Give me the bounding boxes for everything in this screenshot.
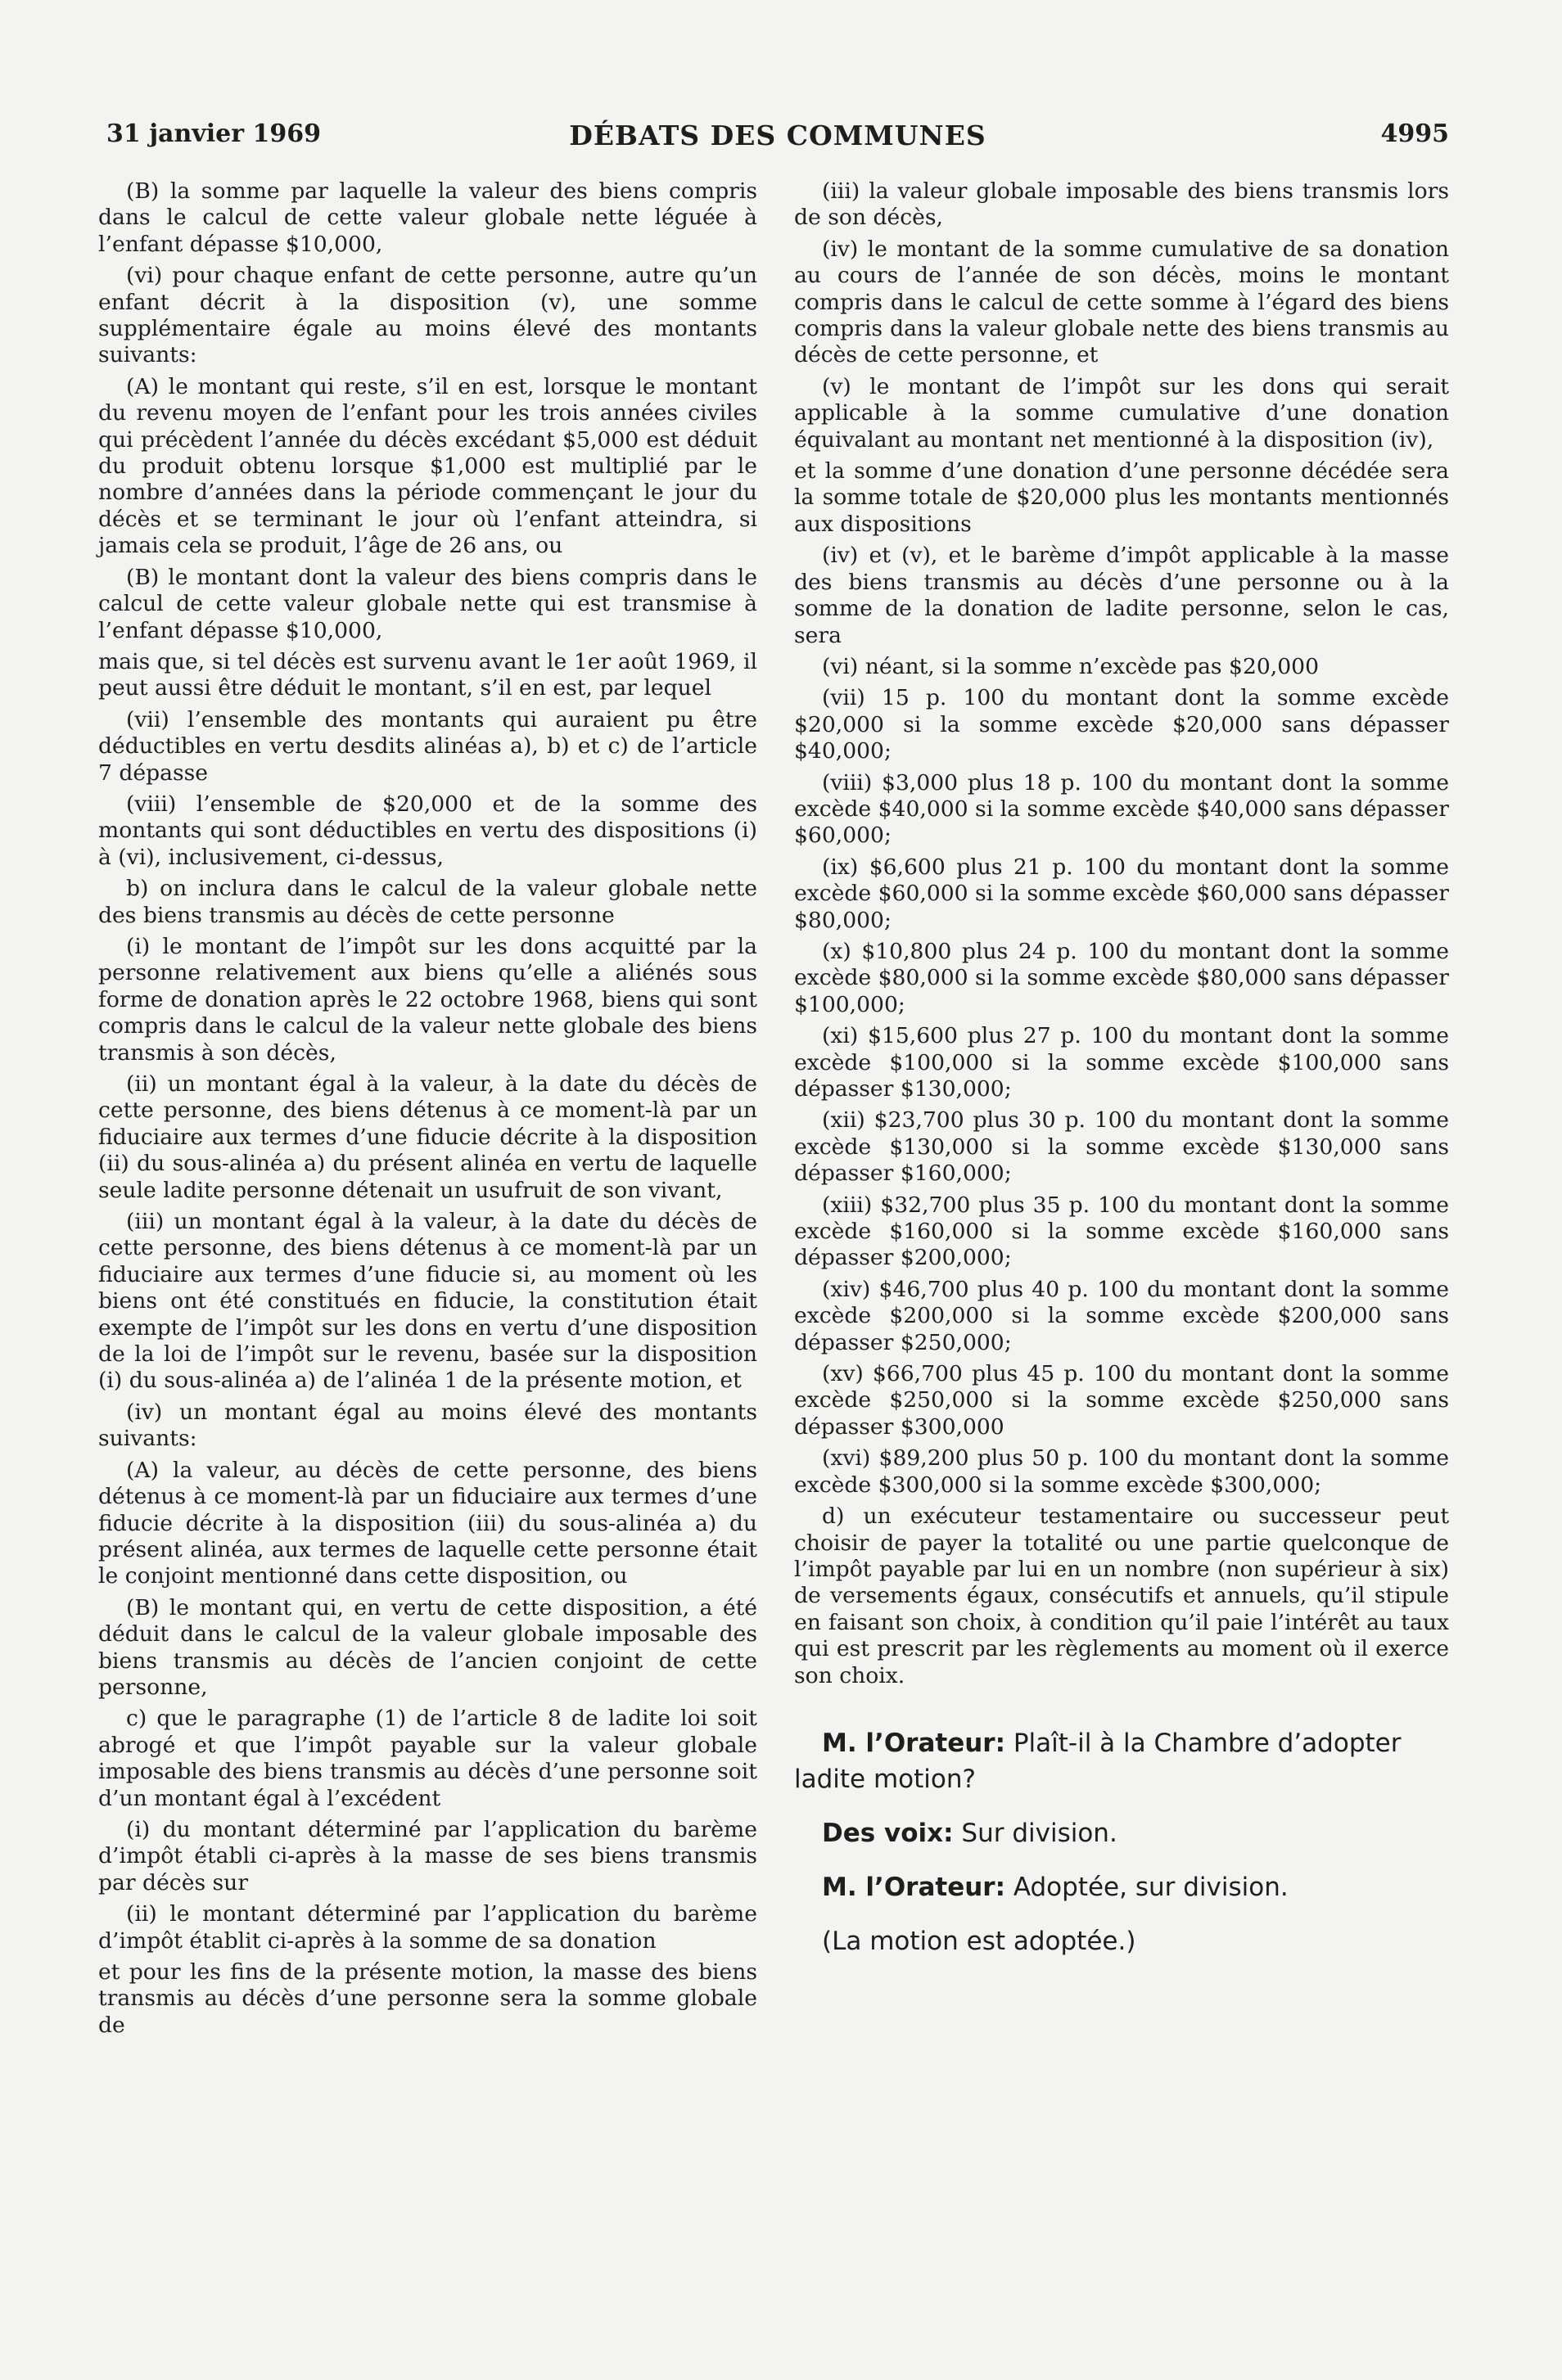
paragraph: et la somme d’une donation d’une personne décédée sera la somme totale de $20,000 plus les montants mentionnés aux dispositions [794,458,1449,537]
paragraph: (xii) $23,700 plus 30 p. 100 du montant dont la somme excède $130,000 si la somme excède $130,000 sans dépasser $160,000; [794,1107,1449,1187]
paragraph: (viii) $3,000 plus 18 p. 100 du montant dont la somme excède $40,000 si la somme excède $40,000 sans dépasser $60,000; [794,769,1449,849]
paragraph: et pour les fins de la présente motion, la masse des biens transmis au décès d’une personne sera la somme globale de [98,1959,757,2038]
paragraph: mais que, si tel décès est survenu avant le 1er août 1969, il peut aussi être déduit le montant, s’il en est, par lequel [98,648,757,701]
paragraph: (xv) $66,700 plus 45 p. 100 du montant dont la somme excède $250,000 si la somme excède $250,000 sans dépasser $300,000 [794,1361,1449,1440]
paragraph: d) un exécuteur testamentaire ou successeur peut choisir de payer la totalité ou une partie quelconque de l’impôt payable par lui en un nombre (non supérieur à six) de versements égaux, consécutifs et annuels, qu’il stipule en faisant son choix, à condition qu’il paie l’intérêt au taux qui est prescrit par les règlements au moment où il exerce son choix. [794,1503,1449,1688]
paragraph: (iii) un montant égal à la valeur, à la date du décès de cette personne, des biens détenus à ce moment-là par un fiduciaire aux termes d’une fiducie si, au moment où les biens ont été constitués en fiducie, la constitution était exempte de l’impôt sur les dons en vertu d’une disposition de la loi de l’impôt sur le revenu, basée sur la disposition (i) du sous-alinéa a) de l’alinéa 1 de la présente motion, et [98,1209,757,1394]
speech-text: Plaît-il à la Chambre d’adopter ladite motion? [794,1728,1402,1794]
speaker-name: M. l’Orateur: [822,1872,1005,1902]
speech-text: Adoptée, sur division. [1013,1872,1289,1902]
paragraph: b) on inclura dans le calcul de la valeur globale nette des biens transmis au décès de cette personne [98,876,757,928]
paragraph: (iv) et (v), et le barème d’impôt applicable à la masse des biens transmis au décès d’une personne ou à la somme de la donation de ladite personne, selon le cas, sera [794,543,1449,648]
paragraph: (vii) l’ensemble des montants qui auraient pu être déductibles en vertu desdits alinéas a), b) et c) de l’article 7 dépasse [98,706,757,786]
right-column [794,178,1449,1977]
paragraph: (xiv) $46,700 plus 40 p. 100 du montant dont la somme excède $200,000 si la somme excède $200,000 sans dépasser $250,000; [794,1276,1449,1355]
proceedings-block [794,1725,1449,1959]
paragraph: (i) le montant de l’impôt sur les dons acquitté par la personne relativement aux biens qu’elle a aliénés sous forme de donation après le 22 octobre 1968, biens qui sont compris dans le calcul de la valeur nette globale des biens transmis à son décès, [98,933,757,1066]
paragraph: (iv) un montant égal au moins élevé des montants suivants: [98,1399,757,1452]
speech [794,1725,1449,1797]
paragraph: (vi) néant, si la somme n’excède pas $20,000 [822,653,1319,679]
motion-result: (La motion est adoptée.) [822,1926,1136,1956]
speech [794,1869,1449,1905]
paragraph: (ix) $6,600 plus 21 p. 100 du montant dont la somme excède $60,000 si la somme excède $60,000 sans dépasser $80,000; [794,854,1449,933]
speech-text: Sur division. [961,1818,1117,1848]
paragraph: (vi) pour chaque enfant de cette personne, autre qu’un enfant décrit à la disposition (v), une somme supplémentaire égale au moins élevé des montants suivants: [98,263,757,368]
header-page-number: 4995 [1380,119,1449,148]
paragraph: (iv) le montant de la somme cumulative de sa donation au cours de l’année de son décès, moins le montant compris dans le calcul de cette somme à l’égard des biens compris dans la valeur globale nette des biens transmis au décès de cette personne, et [794,236,1449,368]
paragraph: (i) du montant déterminé par l’application du barème d’impôt établi ci-après à la masse de ses biens transmis par décès sur [98,1816,757,1895]
speech [794,1815,1449,1851]
paragraph: (iii) la valeur globale imposable des biens transmis lors de son décès, [794,178,1449,231]
paragraph: (A) le montant qui reste, s’il en est, lorsque le montant du revenu moyen de l’enfant pour les trois années civiles qui précèdent l’année du décès excédant $5,000 est déduit du produit obtenu lorsque $1,000 est multiplié par le nombre d’années dans la période commençant le jour du décès et se terminant le jour où l’enfant atteindra, si jamais cela se produit, l’âge de 26 ans, ou [98,373,757,559]
paragraph: (xi) $15,600 plus 27 p. 100 du montant dont la somme excède $100,000 si la somme excède $100,000 sans dépasser $130,000; [794,1023,1449,1102]
paragraph: (B) le montant dont la valeur des biens compris dans le calcul de cette valeur globale nette qui est transmise à l’enfant dépasse $10,000, [98,564,757,643]
paragraph: (ii) un montant égal à la valeur, à la date du décès de cette personne, des biens détenus à ce moment-là par un fiduciaire aux termes d’une fiducie décrite à la disposition (ii) du sous-alinéa a) du présent alinéa en vertu de laquelle seule ladite personne détenait un usufruit de son vivant, [98,1071,757,1203]
speaker-name: Des voix: [822,1818,954,1848]
paragraph: c) que le paragraphe (1) de l’article 8 de ladite loi soit abrogé et que l’impôt payable sur la valeur globale imposable des biens transmis au décès d’une personne soit d’un montant égal à l’excédent [98,1706,757,1811]
paragraph: (B) le montant qui, en vertu de cette disposition, a été déduit dans le calcul de la valeur globale imposable des biens transmis au décès de l’ancien conjoint de cette personne, [98,1594,757,1700]
paragraph: (xvi) $89,200 plus 50 p. 100 du montant dont la somme excède $300,000 si la somme excède $300,000; [794,1445,1449,1498]
page-header [106,119,1449,160]
paragraph: (x) $10,800 plus 24 p. 100 du montant dont la somme excède $80,000 si la somme excède $80,000 sans dépasser $100,000; [794,938,1449,1017]
paragraph: (v) le montant de l’impôt sur les dons qui serait applicable à la somme cumulative d’une donation équivalant au montant net mentionné à la disposition (iv), [794,373,1449,453]
left-column [98,178,757,2044]
paragraph: (ii) le montant déterminé par l’application du barème d’impôt établit ci-après à la somme de sa donation [98,1901,757,1954]
paragraph: (B) la somme par laquelle la valeur des biens compris dans le calcul de cette valeur globale nette léguée à l’enfant dépasse $10,000, [98,178,757,257]
header-title: DÉBATS DES COMMUNES [569,119,986,151]
header-date: 31 janvier 1969 [106,119,321,148]
paragraph: (vii) 15 p. 100 du montant dont la somme excède $20,000 si la somme excède $20,000 sans dépasser $40,000; [794,685,1449,764]
paragraph: (viii) l’ensemble de $20,000 et de la somme des montants qui sont déductibles en vertu des dispositions (i) à (vi), inclusivement, ci-dessus, [98,791,757,870]
speaker-name: M. l’Orateur: [822,1728,1005,1758]
paragraph: (xiii) $32,700 plus 35 p. 100 du montant dont la somme excède $160,000 si la somme excède $160,000 sans dépasser $200,000; [794,1192,1449,1271]
paragraph: (A) la valeur, au décès de cette personne, des biens détenus à ce moment-là par un fiduciaire aux termes d’une fiducie décrite à la disposition (iii) du sous-alinéa a) du présent alinéa, aux termes de laquelle cette personne était le conjoint mentionné dans cette disposition, ou [98,1457,757,1589]
